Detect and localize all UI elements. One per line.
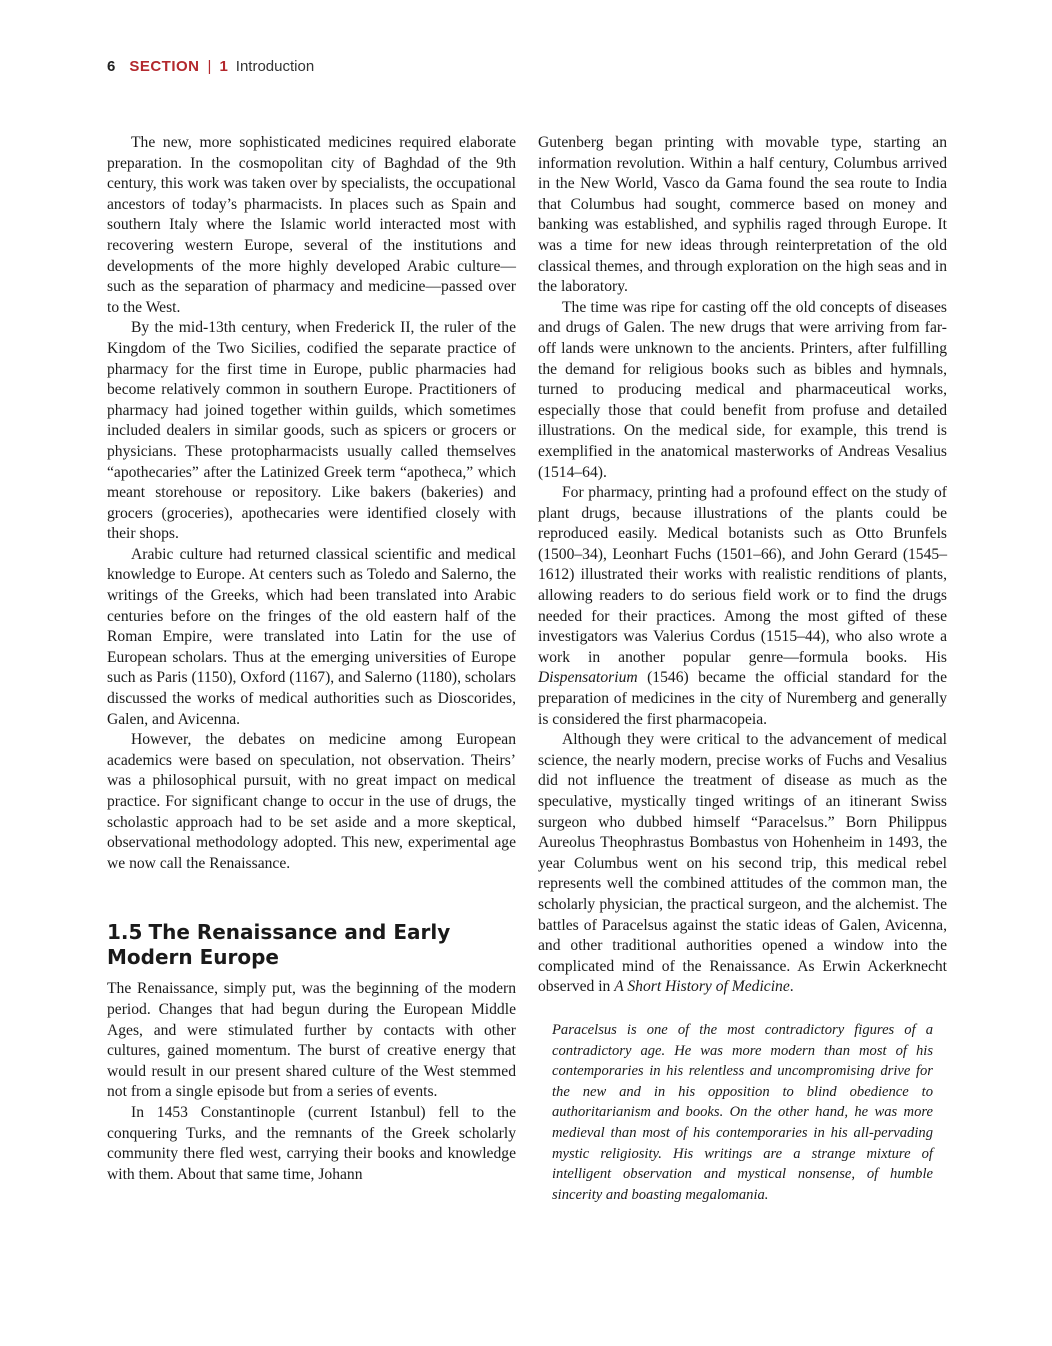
paragraph-text: . [789, 978, 794, 996]
heading-number: 1.5 [107, 920, 143, 945]
paragraph: The Renaissance, simply put, was the beginning of the modern period. Changes that had begun during the European Middle Ages, and were stimulated further by contacts with other cultures, gained momentum. The burst of creative energy that would result in our present shared culture of the West stemmed not from a single episode but from a series of events. [107, 980, 516, 1101]
running-head-separator: | [207, 58, 212, 75]
paragraph-text: (1546) became the official standard for the preparation of medicines in the city of Nuremberg and generally is considered the first pharmacopeia. [538, 669, 947, 728]
left-column [107, 133, 516, 1185]
running-head [107, 58, 314, 76]
section-title: Introduction [235, 58, 315, 75]
heading-text: The Renaissance and Early Modern Europe [107, 920, 451, 970]
paragraph-continued: Gutenberg began printing with movable type, starting an information revolution. Within a half century, Columbus arrived in the New World, Vasco da Gama found the sea route to India that Columbus had sought, commerce based on money and banking was established, and syphilis raged through Europe. It was a time for new ideas through reinterpretation of the old classical themes, and through exploration on the high seas and in the laboratory. [538, 134, 947, 296]
paragraph: By the mid-13th century, when Frederick II, the ruler of the Kingdom of the Two Sicilies, codified the separate practice of pharmacy for the first time in Europe, public pharmacies had become relatively common in southern Europe. Practitioners of pharmacy had joined together within guilds, which sometimes included dealers in similar goods, such as spicers or grocers or physicians. These protopharmacists usually called themselves “apothecaries” after the Latinized Greek term “apotheca,” which meant storehouse or repository. Like bakers (bakeries) and grocers (groceries), apothecaries were identified closely with their shops. [107, 319, 516, 543]
right-column [538, 133, 947, 1205]
page-number: 6 [107, 58, 116, 75]
book-title-dispensatorium: Dispensatorium [538, 669, 638, 687]
paragraph [538, 483, 947, 730]
section-label: SECTION [129, 58, 200, 75]
paragraph [538, 730, 947, 998]
section-number: 1 [219, 58, 228, 75]
quote-text: Paracelsus is one of the most contradictory figures of a contradictory age. He was more modern than most of his contemporaries in his relentless and uncompromising drive for the new and in his opposition to blind obedience to authoritarianism and books. On the other hand, he was more medieval than most of his contemporaries in his all-pervading mystic religiosity. His writings are a strange mixture of intelligent observation and mystical nonsense, of humble sincerity and boasting megalomania. [552, 1021, 933, 1203]
book-title-short-history: A Short History of Medicine [614, 978, 790, 996]
paragraph: The new, more sophisticated medicines required elaborate preparation. In the cosmopolitan city of Baghdad of the 9th century, this work was taken over by specialists, the occupational ancestors of today’s pharmacists. In places such as Spain and southern Italy where the Islamic world interacted most with recovering western Europe, several of the institutions and developments of the more highly developed Arabic culture—such as the separation of pharmacy and medicine—passed over to the West. [107, 134, 516, 316]
section-heading [107, 920, 516, 970]
paragraph: The time was ripe for casting off the old concepts of diseases and drugs of Galen. The new drugs that were arriving from far-off lands were unknown to the ancients. Printers, after fulfilling the demand for religious books such as bibles and hymnals, turned to producing medical and pharmaceutical works, especially those that could benefit from profuse and detailed illustrations. On the medical side, for example, this trend is exemplified in the anatomical masterworks of Andreas Vesalius (1514–64). [538, 298, 947, 481]
paragraph-text: Although they were critical to the advancement of medical science, the nearly modern, precise works of Fuchs and Vesalius did not influence the treatment of disease as much as the speculative, mystically tinged writings of an itinerant Swiss surgeon who dubbed himself “Paracelsus.” Born Philippus Aureolus Theophrastus Bombastus von Hohenheim in 1493, the year Columbus went on his second trip, this medical rebel represents well the combined attitudes of the common man, the scholarly physician, the practical surgeon, and the alchemist. The battles of Paracelsus against the static ideas of Galen, Avicenna, and other traditional authorities opened a window into the complicated mind of the Renaissance. As Erwin Ackerknecht observed in [538, 731, 947, 996]
paragraph-text: For pharmacy, printing had a profound effect on the study of plant drugs, because illustrations of the plants could be reproduced easily. Medical botanists such as Otto Brunfels (1500–34), Leonhart Fuchs (1501–66), and John Gerard (1545–1612) illustrated their works with realistic renditions of plants, allowing readers to do serious field work or to find the drugs needed for their practices. Among the most gifted of these investigators was Valerius Cordus (1515–44), who also wrote a work in another popular genre—formula books. His [538, 484, 947, 666]
paragraph: However, the debates on medicine among European academics were based on speculation, not observation. Theirs’ was a philosophical pursuit, with no great impact on medical practice. For significant change to occur in the use of drugs, the scholastic approach had to be set aside and a more skeptical, observational methodology adopted. This new, experimental age we now call the Renaissance. [107, 731, 516, 872]
paragraph: In 1453 Constantinople (current Istanbul) fell to the conquering Turks, and the remnants of the Greek scholarly community there fled west, carrying their books and knowledge with them. About that same time, Johann [107, 1103, 516, 1183]
paragraph: Arabic culture had returned classical scientific and medical knowledge to Europe. At centers such as Toledo and Salerno, the writings of the Greeks, which had been translated into Arabic centuries before on the fringes of the old eastern half of the Roman Empire, were translated into Latin for the use of European scholars. Thus at the emerging universities of Europe such as Paris (1150), Oxford (1167), and Salerno (1180), scholars discussed the works of medical authorities such as Dioscorides, Galen, and Avicenna. [107, 545, 516, 728]
block-quote [552, 1020, 933, 1205]
